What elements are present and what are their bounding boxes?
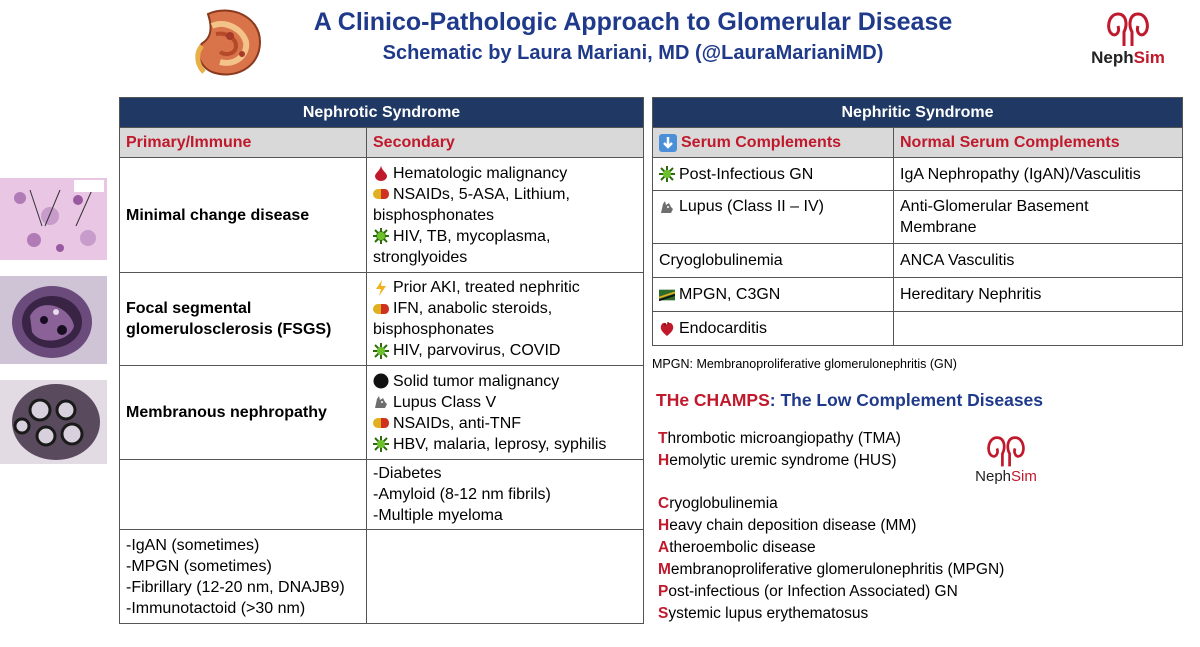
- micrograph-fsgs: [0, 276, 107, 364]
- blood-drop-icon: [373, 165, 389, 181]
- virus-icon: [373, 228, 389, 244]
- nephsim-brand: NephSim: [975, 468, 1037, 485]
- champs-item: Cryoglobulinemia: [658, 495, 778, 512]
- col-low-complements: Serum Complements: [653, 128, 894, 158]
- col-primary-immune: Primary/Immune: [120, 128, 367, 158]
- micrograph-membranous: [0, 380, 107, 464]
- low-cryoglobulinemia: Cryoglobulinemia: [653, 244, 894, 278]
- virus-icon: [373, 343, 389, 359]
- heart-icon: [659, 321, 675, 337]
- wolf-icon: [373, 394, 389, 410]
- virus-icon: [659, 166, 675, 182]
- col-secondary: Secondary: [367, 128, 644, 158]
- normal-igan: IgA Nephropathy (IgAN)/Vasculitis: [894, 158, 1183, 191]
- wolf-icon: [659, 199, 675, 215]
- nephsim-brand: NephSim: [1091, 48, 1165, 67]
- mpgn-footnote: MPGN: Membranoproliferative glomerulonephritis (GN): [652, 357, 957, 371]
- micrograph-minimal-change: [0, 178, 107, 260]
- champs-item: Post-infectious (or Infection Associated) GN: [658, 583, 958, 600]
- primary-other-list: -IgAN (sometimes) -MPGN (sometimes) -Fibrillary (12-20 nm, DNAJB9) -Immunotactoid (>30 nm): [120, 530, 367, 624]
- disease-fsgs: Focal segmental glomerulosclerosis (FSGS): [120, 273, 367, 366]
- secondary-systemic: -Diabetes -Amyloid (8-12 nm fibrils) -Multiple myeloma: [367, 460, 644, 530]
- disease-minimal-change: Minimal change disease: [120, 158, 367, 273]
- champs-item: Heavy chain deposition disease (MM): [658, 517, 917, 534]
- disease-membranous: Membranous nephropathy: [120, 366, 367, 460]
- disease-empty: [120, 460, 367, 530]
- nephsim-logo-secondary: [966, 434, 1046, 485]
- pill-icon: [373, 301, 389, 317]
- champs-item: Thrombotic microangiopathy (TMA): [658, 430, 901, 447]
- champs-item: Hemolytic uremic syndrome (HUS): [658, 452, 897, 469]
- champs-title: THe CHAMPS: The Low Complement Diseases: [656, 390, 1044, 410]
- normal-anti-gbm: Anti-Glomerular Basement Membrane: [894, 191, 1183, 244]
- champs-item: Atheroembolic disease: [658, 539, 816, 556]
- tram-track-icon: [659, 287, 675, 303]
- kidney-logo-icon: [983, 434, 1029, 470]
- normal-anca: ANCA Vasculitis: [894, 244, 1183, 278]
- low-post-infectious: Post-Infectious GN: [653, 158, 894, 191]
- normal-empty: [894, 312, 1183, 346]
- col-normal-complements: Normal Serum Complements: [894, 128, 1183, 158]
- secondary-membranous: Solid tumor malignancy Lupus Class V NSAIDs, anti-TNF HBV, malaria, leprosy, syphilis: [367, 366, 644, 460]
- low-lupus: Lupus (Class II – IV): [653, 191, 894, 244]
- low-mpgn: MPGN, C3GN: [653, 278, 894, 312]
- nephritic-table: [652, 97, 1183, 346]
- pill-icon: [373, 186, 389, 202]
- pill-icon: [373, 415, 389, 431]
- champs-item: Systemic lupus erythematosus: [658, 605, 869, 622]
- nephsim-logo: [1088, 10, 1168, 68]
- lightning-icon: [373, 280, 389, 296]
- kidney-logo-icon: [1104, 10, 1152, 50]
- secondary-empty: [367, 530, 644, 624]
- page-subtitle: Schematic by Laura Mariani, MD (@LauraMarianiMD): [382, 42, 884, 64]
- nephrotic-table: [119, 97, 644, 624]
- virus-icon: [373, 436, 389, 452]
- nephritic-header: Nephritic Syndrome: [653, 98, 1183, 128]
- champs-item: Membranoproliferative glomerulonephritis (MPGN): [658, 561, 1005, 578]
- low-endocarditis: Endocarditis: [653, 312, 894, 346]
- down-arrow-icon: [659, 134, 677, 152]
- page-title: A Clinico-Pathologic Approach to Glomerular Disease: [313, 8, 953, 36]
- nephrotic-header: Nephrotic Syndrome: [120, 98, 644, 128]
- normal-hereditary: Hereditary Nephritis: [894, 278, 1183, 312]
- black-circle-icon: [373, 373, 389, 389]
- secondary-minimal-change: Hematologic malignancy NSAIDs, 5-ASA, Lithium, bisphosphonates HIV, TB, mycoplasma, stronglyoides: [367, 158, 644, 273]
- secondary-fsgs: Prior AKI, treated nephritic IFN, anabolic steroids, bisphosphonates HIV, parvovirus, COVID: [367, 273, 644, 366]
